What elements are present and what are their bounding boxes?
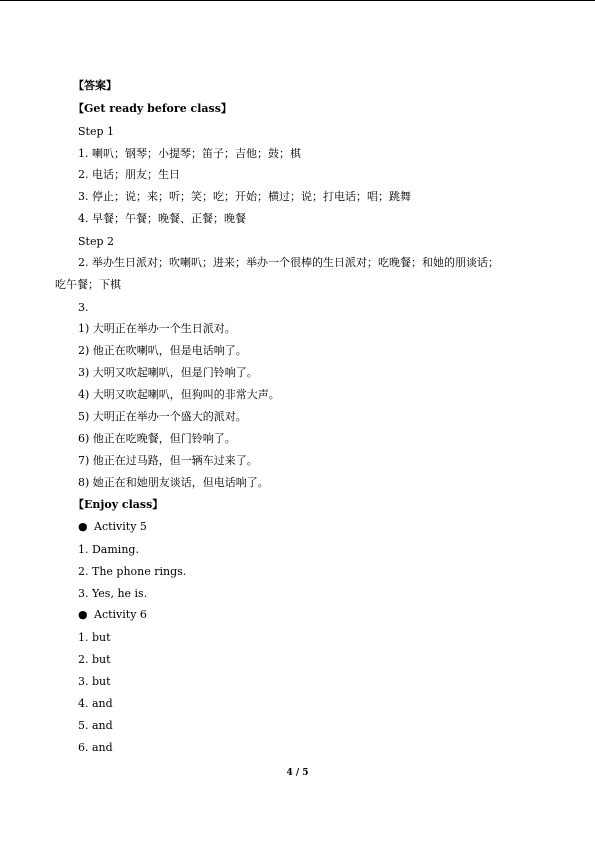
activity5-answer: 2. The phone rings. <box>78 565 187 578</box>
bullet-icon: ● <box>78 608 88 621</box>
section-heading-get-ready: 【Get ready before class】 <box>73 102 232 115</box>
step2-sentence: 6) 他正在吃晚餐，但门铃响了。 <box>78 432 236 445</box>
activity6-answer: 1. but <box>78 631 111 644</box>
activity6-label: Activity 6 <box>94 608 147 621</box>
activity6-answer: 3. but <box>78 675 111 688</box>
top-border-line <box>0 0 595 1</box>
step1-label: Step 1 <box>78 125 115 138</box>
activity6-answer: 4. and <box>78 697 113 710</box>
activity6-answer: 2. but <box>78 653 111 666</box>
step1-item: 3. 停止；说；来；听；笑；吃；开始；横过；说；打电话；唱；跳舞 <box>78 190 411 203</box>
step1-item: 4. 早餐；午餐；晚餐、正餐；晚餐 <box>78 212 246 225</box>
step2-sentence: 7) 他正在过马路，但一辆车过来了。 <box>78 454 258 467</box>
section-heading-enjoy-class: 【Enjoy class】 <box>73 498 164 511</box>
activity6-label-row <box>78 608 147 622</box>
activity6-answer: 5. and <box>78 719 113 732</box>
step2-sentence: 3) 大明又吹起喇叭，但是门铃响了。 <box>78 366 258 379</box>
bullet-icon: ● <box>78 520 88 533</box>
step2-sentence: 2) 他正在吹喇叭，但是电话响了。 <box>78 344 247 357</box>
step2-item2-line1: 2. 举办生日派对；吹喇叭；进来；举办一个很棒的生日派对；吃晚餐；和她的朋谈话； <box>78 256 499 269</box>
activity5-label: Activity 5 <box>94 520 147 533</box>
step2-item3-label: 3. <box>78 301 89 314</box>
activity5-label-row <box>78 520 147 534</box>
step2-sentence: 4) 大明又吹起喇叭，但狗叫的非常大声。 <box>78 388 280 401</box>
page-number: 4 / 5 <box>286 768 309 778</box>
activity5-answer: 1. Daming. <box>78 543 139 556</box>
step2-sentence: 1) 大明正在举办一个生日派对。 <box>78 322 236 335</box>
step1-item: 2. 电话；朋友；生日 <box>78 168 180 181</box>
step2-sentence: 5) 大明正在举办一个盛大的派对。 <box>78 410 247 423</box>
step1-item: 1. 喇叭；钢琴；小提琴；笛子；吉他；鼓；棋 <box>78 147 301 160</box>
step2-item2-line2: 吃午餐；下棋 <box>55 278 121 291</box>
activity6-answer: 6. and <box>78 741 113 754</box>
answers-heading: 【答案】 <box>73 79 117 92</box>
activity5-answer: 3. Yes, he is. <box>78 587 148 600</box>
step2-sentence: 8) 她正在和她朋友谈话，但电话响了。 <box>78 476 269 489</box>
step2-label: Step 2 <box>78 235 115 248</box>
